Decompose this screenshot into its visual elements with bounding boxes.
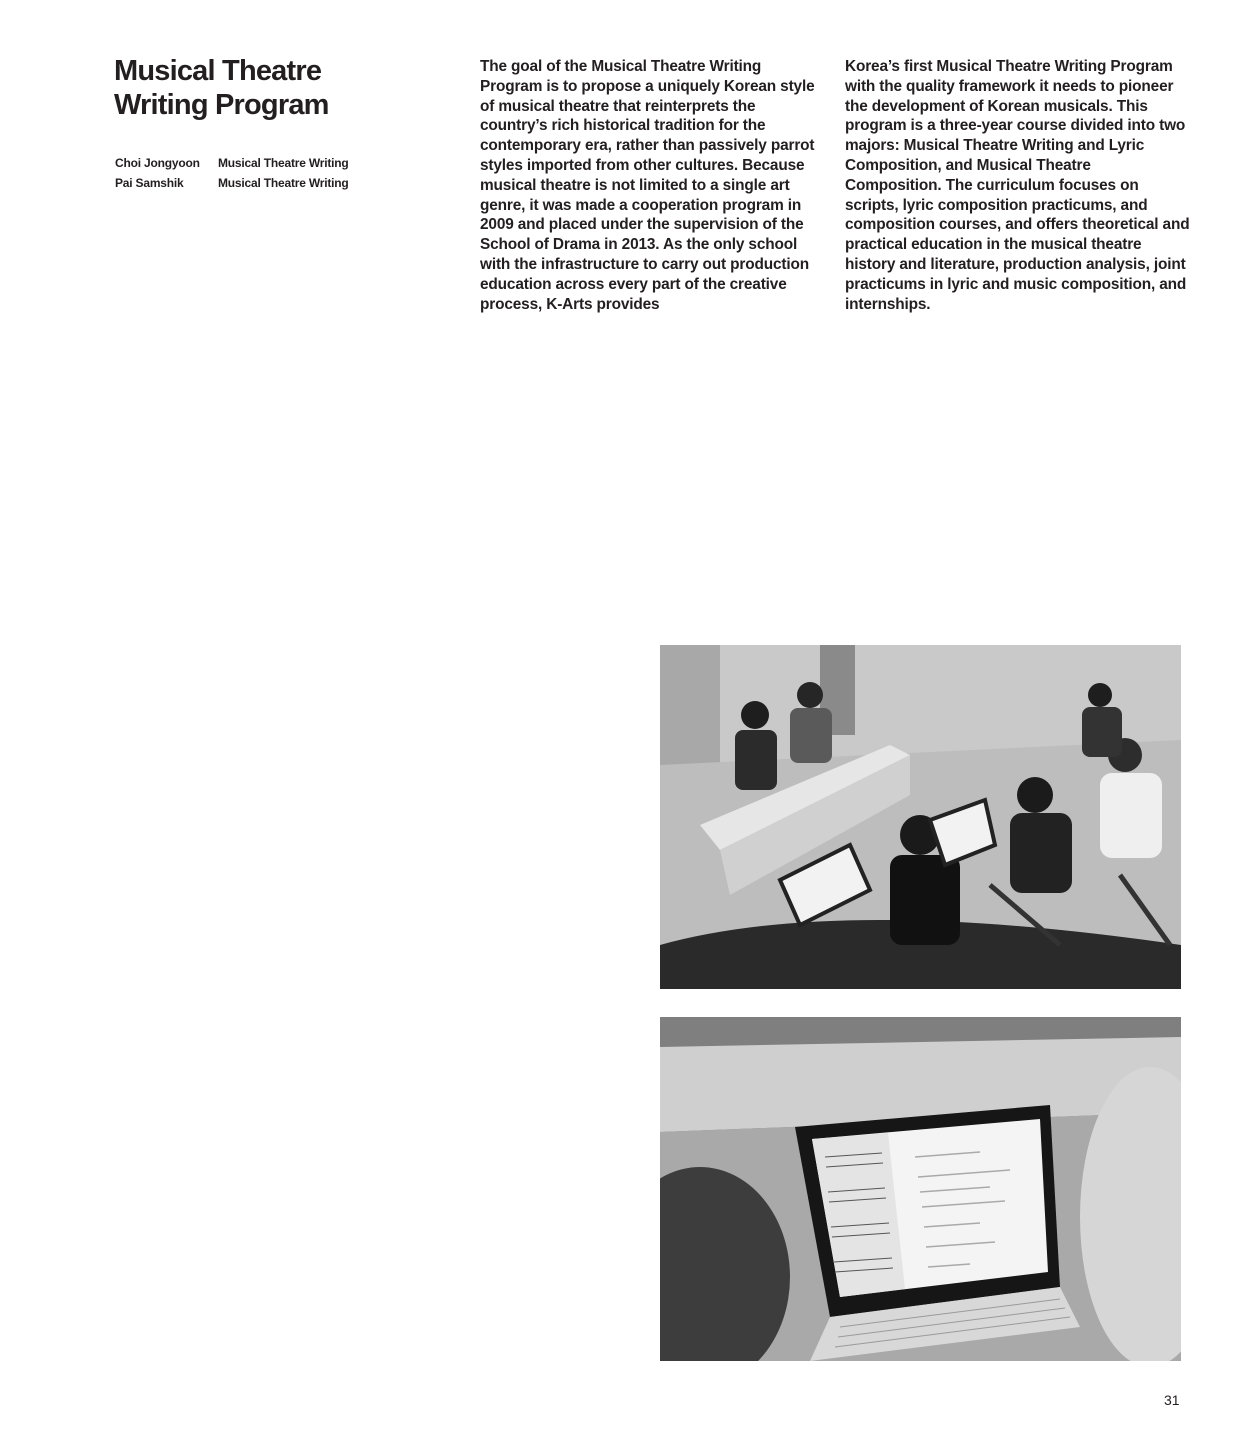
faculty-row (115, 153, 349, 173)
laptop-illustration (660, 1017, 1181, 1361)
page-title (114, 54, 444, 122)
title-line-2: Writing Program (114, 89, 329, 121)
faculty-name: Pai Samshik (115, 176, 184, 190)
faculty-role: Musical Theatre Writing (218, 176, 349, 190)
faculty-list (115, 153, 349, 193)
faculty-role: Musical Theatre Writing (218, 156, 349, 170)
faculty-name: Choi Jongyoon (115, 156, 200, 170)
page-number: 31 (1164, 1392, 1180, 1408)
classroom-photo (660, 645, 1181, 989)
faculty-row (115, 173, 349, 193)
classroom-illustration (660, 645, 1181, 989)
title-line-1: Musical Theatre (114, 55, 322, 87)
body-column-2: Korea’s first Musical Theatre Writing Program with the quality framework it needs to pioneer the development of Korean musicals. This program is a three-year course divided into two majors: Musical Theatre Writing and Lyric Composition, and Musical Theatre Composition. The curriculum focuses on scripts, lyric composition practicums, and composition courses, and offers theoretical and practical education in the musical theatre history and literature, production analysis, joint practicums in lyric and music composition, and internships. (845, 58, 1190, 313)
body-column-1: The goal of the Musical Theatre Writing Program is to propose a uniquely Korean style of musical theatre that reinterprets the country’s rich historical tradition for the contemporary era, rather than passively parrot styles imported from other cultures. Because musical theatre is not limited to a single art genre, it was made a cooperation program in 2009 and placed under the supervision of the School of Drama in 2013. As the only school with the infrastructure to carry out production education across every part of the creative process, K-Arts provides (480, 58, 815, 313)
laptop-photo (660, 1017, 1181, 1361)
